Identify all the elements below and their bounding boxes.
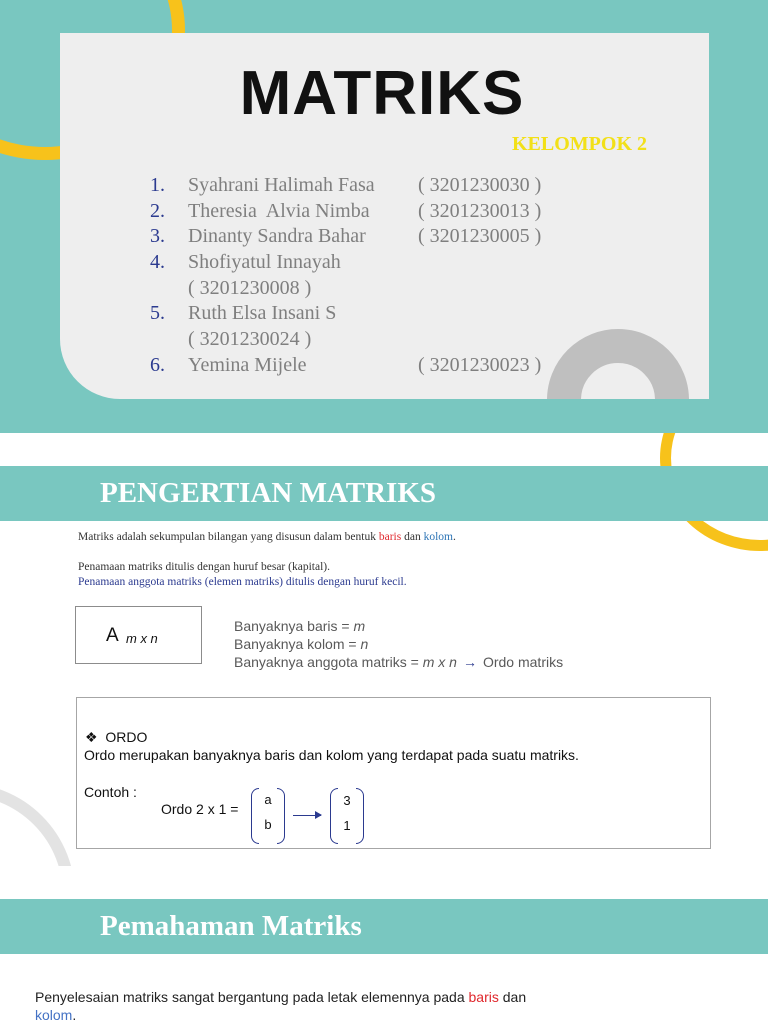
matrix-element: 1 bbox=[343, 818, 351, 833]
member-nim: ( 3201230030 ) bbox=[418, 174, 542, 196]
ordo-heading bbox=[85, 729, 147, 746]
section-title: Pemahaman Matriks bbox=[100, 910, 362, 942]
section-title: PENGERTIAN MATRIKS bbox=[100, 477, 437, 509]
title-slide bbox=[0, 0, 768, 433]
matrix-element: a bbox=[264, 792, 272, 807]
member-number: 3. bbox=[150, 225, 165, 248]
member-number: 5. bbox=[150, 302, 165, 325]
rows-var: m bbox=[353, 618, 366, 634]
title-card bbox=[60, 33, 709, 399]
member-name: Ruth Elsa Insani S bbox=[188, 302, 337, 325]
member-name: Theresia Alvia Nimba bbox=[188, 199, 370, 222]
decorative-grey-ring bbox=[0, 783, 75, 866]
rows-label: Banyaknya baris = bbox=[234, 618, 354, 634]
definition-part: Matriks adalah sekumpulan bilangan yang disusun dalam bentuk bbox=[78, 531, 379, 543]
member-number: 1. bbox=[150, 174, 165, 196]
section-header-band bbox=[0, 466, 768, 521]
rows-info bbox=[234, 617, 563, 635]
ordo-heading-text: ORDO bbox=[105, 729, 148, 745]
example-label: Contoh : bbox=[84, 784, 137, 800]
cols-label: Banyaknya kolom = bbox=[234, 636, 361, 652]
section-header-band bbox=[0, 899, 768, 954]
members-var: m x n bbox=[422, 654, 457, 670]
member-name: Dinanty Sandra Bahar bbox=[188, 225, 366, 248]
arrow-right-icon bbox=[293, 815, 321, 816]
notation-info bbox=[234, 617, 563, 671]
member-nim: ( 3201230024 ) bbox=[188, 328, 312, 351]
keyword-baris: baris bbox=[468, 989, 499, 1005]
ordo-description: Ordo merupakan banyaknya baris dan kolom yang terdapat pada suatu matriks. bbox=[84, 747, 579, 763]
text-part: . bbox=[72, 1007, 77, 1023]
ordo-equation: Ordo 2 x 1 = bbox=[161, 801, 239, 817]
member-nim: ( 3201230005 ) bbox=[418, 225, 542, 248]
definition-slide bbox=[0, 433, 768, 866]
member-nim: ( 3201230013 ) bbox=[418, 199, 542, 222]
keyword-kolom: kolom bbox=[423, 531, 453, 543]
naming-upper-text: Penamaan matriks ditulis dengan huruf besar (kapital). bbox=[78, 561, 330, 573]
member-nim: ( 3201230008 ) bbox=[188, 276, 312, 299]
member-nim: ( 3201230023 ) bbox=[418, 353, 542, 376]
matrix-letter: A bbox=[106, 625, 119, 646]
understanding-slide bbox=[0, 866, 768, 1024]
matrix-element: b bbox=[264, 817, 272, 832]
members-label: Banyaknya anggota matriks = bbox=[234, 654, 423, 670]
group-label: KELOMPOK 2 bbox=[512, 133, 647, 155]
keyword-baris: baris bbox=[378, 531, 402, 543]
definition-text bbox=[78, 531, 456, 543]
ordo-box bbox=[76, 697, 711, 849]
keyword-kolom: kolom bbox=[35, 1007, 73, 1023]
matrix-symbolic bbox=[251, 788, 285, 844]
matrix-notation-box bbox=[75, 606, 202, 664]
slide-title: MATRIKS bbox=[239, 59, 525, 128]
member-number: 2. bbox=[150, 199, 165, 222]
decorative-grey-ring bbox=[547, 329, 689, 399]
diamond-bullet-icon: ❖ bbox=[85, 729, 98, 745]
member-name: Syahrani Halimah Fasa bbox=[188, 174, 375, 196]
members-info bbox=[234, 653, 563, 671]
member-name: Shofiyatul Innayah bbox=[188, 251, 341, 274]
cols-var: n bbox=[360, 636, 369, 652]
understanding-text bbox=[35, 988, 595, 1024]
text-part: dan bbox=[498, 989, 527, 1005]
definition-part: dan bbox=[401, 531, 424, 543]
naming-lower-text: Penamaan anggota matriks (elemen matriks) ditulis dengan huruf kecil. bbox=[78, 576, 407, 588]
definition-part: . bbox=[452, 531, 456, 543]
member-name: Yemina Mijele bbox=[188, 353, 307, 376]
matrix-dimensions: m x n bbox=[126, 631, 158, 646]
text-part: Penyelesaian matriks sangat bergantung pada letak elemennya pada bbox=[35, 989, 469, 1005]
ordo-label: Ordo matriks bbox=[482, 654, 564, 670]
member-number: 6. bbox=[150, 353, 165, 376]
matrix-numeric bbox=[330, 788, 364, 844]
arrow-right-icon: → bbox=[462, 654, 477, 670]
member-number: 4. bbox=[150, 251, 165, 274]
cols-info bbox=[234, 635, 563, 653]
matrix-element: 3 bbox=[343, 793, 351, 808]
